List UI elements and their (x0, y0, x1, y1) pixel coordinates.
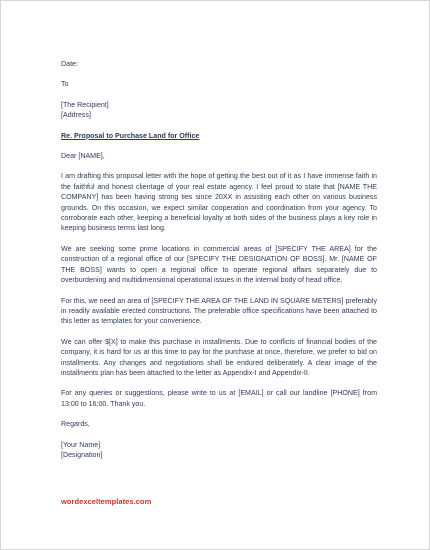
to-label: To (61, 80, 69, 89)
your-name-placeholder: [Your Name] (61, 440, 101, 449)
salutation: Dear [NAME], (61, 152, 105, 161)
paragraph-area: For this, we need an area of [SPECIFY THE AREA OF THE LAND IN SQUARE METERS] preferably in readily available erected constructions. The preferable office specifications have been attached to this letter as templates for your convenience. (61, 296, 377, 326)
date-label: Date: (61, 60, 78, 68)
paragraph-offer: We can offer $[X] to make this purchase in installments. Due to conflicts of financial bodies of the company, it is hard for us at this time to pay for the purchase at once, therefore, we prefer to bid on installments. Any changes and negotiations shall be endured deliberately. A clear image of the installments plan has been attached to the letter as Appendix-I and Appendix-II. (61, 337, 377, 377)
closing: Regards, (61, 420, 90, 429)
paragraph-introduction: I am drafting this proposal letter with the hope of getting the best out of it as I have immense faith in the faithful and honest clientage of your real estate agency. I feel proud to state that [NAME THE COMPANY] has been having strong ties since 20XX in assisting each other on various business grounds. On this occasion, we expect similar cooperation and coordination from your agency. To corroborate each other, keeping a beneficial loyalty at both sides of the business plays a key role in keeping business terms last long. (61, 172, 377, 233)
recipient-placeholder: [The Recipient] (61, 100, 109, 109)
paragraph-contact: For any queries or suggestions, please write to us at [EMAIL] or call our landline [PHONE] from 13:00 to 16:00. Thank you. (61, 389, 377, 408)
designation-placeholder: [Designation] (61, 450, 103, 459)
footer-brand-link[interactable]: wordexceltemplates.com (61, 497, 152, 506)
address-placeholder: [Address] (61, 111, 91, 120)
letter-subject: Re. Proposal to Purchase Land for Office (61, 131, 200, 140)
paragraph-locations: We are seeking some prime locations in commercial areas of [SPECIFY THE AREA] for the construction of a regional office of our [SPECIFY THE DESIGNATION OF BOSS]. Mr. [NAME OF THE BOSS] wants to open a regional office to operate regional affairs separately due to overburdening and multidimensional operational issues in the internal body of head office. (61, 244, 377, 285)
letter-body (61, 59, 377, 460)
